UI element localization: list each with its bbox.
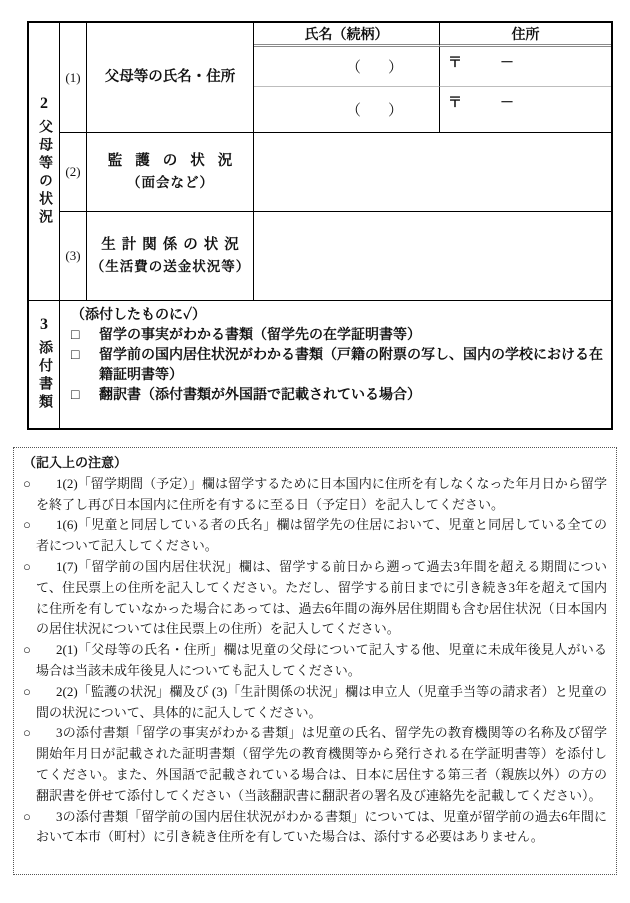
row1-title-cell	[87, 23, 254, 133]
section3-number: 3	[40, 316, 48, 333]
note-text: 1(7)「留学前の国内居住状況」欄は、留学する前日から遡って過去3年間を超える期間について、住民票上の住所を記入してください。ただし、留学する前日までに引き続き3年を超えて国内に住所を有していなかった場合にあっては、過去6年間の海外居住期間も含む居住状況（日本国内の居住状況については住民票上の住所）を記入してください。	[36, 558, 607, 637]
row3-title-cell	[87, 212, 254, 301]
note-text: 2(1)「父母等の氏名・住所」欄は児童の父母について記入する他、児童に未成年後見人がいる場合は当該未成年後見人についても記入してください。	[36, 642, 607, 678]
guardianship-status-field[interactable]	[254, 133, 611, 212]
relationship-parens: （ ）	[345, 60, 409, 76]
postal-dash: －	[500, 56, 514, 71]
row1-title: 父母等の氏名・住所	[104, 68, 236, 85]
circle-bullet-icon: ○	[23, 808, 31, 824]
postal-dash: －	[500, 96, 514, 111]
checkbox-icon[interactable]: □	[71, 388, 80, 403]
note-item-7	[23, 807, 607, 849]
checklist-intro: （添付したものに✓）	[71, 308, 207, 323]
note-text: 2(2)「監護の状況」欄及び (3)「生計関係の状況」欄は申立人（児童手当等の請求者）と児童の間の状況について、具体的に記入してください。	[36, 683, 607, 720]
circle-bullet-icon: ○	[23, 558, 31, 574]
column-header-name: 氏名（続柄）	[254, 23, 440, 47]
section3-title-vertical: 添付書類	[37, 340, 52, 412]
note-item-5	[23, 682, 607, 724]
filling-notes-box	[13, 447, 617, 875]
circle-bullet-icon: ○	[23, 642, 31, 658]
checkbox-item-study-proof[interactable]	[71, 326, 603, 346]
section2-title-vertical: 父母等の状況	[37, 119, 52, 227]
row2-subtitle: （面会など）	[127, 175, 214, 191]
circle-bullet-icon: ○	[23, 517, 31, 533]
circle-bullet-icon: ○	[23, 475, 31, 491]
note-item-1	[23, 474, 607, 516]
parent1-address-field[interactable]	[440, 47, 611, 87]
row3-title: 生計関係の状況	[101, 236, 245, 253]
notes-title: （記入上の注意）	[23, 455, 128, 470]
section2-row-label	[29, 23, 60, 301]
checkbox-label: 留学の事実がわかる書類（留学先の在学証明書等）	[99, 328, 421, 343]
circle-bullet-icon: ○	[23, 683, 31, 699]
note-text: 3の添付書類「留学前の国内居住状況がわかる書類」については、児童が留学前の過去6年間において本市（町村）に引き続き住所を有していた場合は、添付する必要はありません。	[36, 808, 607, 845]
row1-index: (1)	[60, 23, 87, 133]
row2-title: 監護の状況	[107, 152, 246, 169]
livelihood-status-field[interactable]	[254, 212, 611, 301]
checkbox-item-translation[interactable]	[71, 386, 603, 406]
attachments-checklist	[60, 301, 611, 428]
note-item-6	[23, 723, 607, 806]
note-item-2	[23, 515, 607, 557]
column-header-address: 住所	[440, 23, 611, 47]
parent2-name-field[interactable]	[254, 87, 440, 133]
row2-title-cell	[87, 133, 254, 212]
note-text: 3の添付書類「留学の事実がわかる書類」は児童の氏名、留学先の教育機関等の名称及び留学開始年月日が記載された証明書類（留学先の教育機関等から発行される在学証明書等）を添付してください。また、外国語で記載されている場合は、日本に居住する第三者（親族以外）の方の翻訳書を併せて添付してください（当該翻訳書に翻訳者の署名及び連絡先を記載してください）。	[36, 725, 607, 803]
parents-status-table	[27, 21, 613, 430]
row2-index: (2)	[60, 133, 87, 212]
note-text: 1(6)「児童と同居している者の氏名」欄は留学先の住居において、児童と同居している全ての者について記入してください。	[36, 517, 607, 554]
note-item-4	[23, 640, 607, 682]
checkbox-label: 翻訳書（添付書類が外国語で記載されている場合）	[99, 388, 421, 403]
checkbox-icon[interactable]: □	[71, 348, 80, 363]
postal-mark: 〒	[448, 56, 462, 71]
circle-bullet-icon: ○	[23, 725, 31, 741]
checkbox-icon[interactable]: □	[71, 328, 80, 343]
parent1-name-field[interactable]	[254, 47, 440, 87]
note-text: 1(2)「留学期間（予定）」欄は留学するために日本国内に住所を有しなくなった年月日から留学を終了し再び日本国内に住所を有するに至る日（予定日）を記入してください。	[36, 475, 607, 512]
postal-mark: 〒	[448, 96, 462, 111]
section3-row-label	[29, 301, 60, 428]
row3-index: (3)	[60, 212, 87, 301]
note-item-3	[23, 557, 607, 640]
checkbox-label: 留学前の国内居住状況がわかる書類（戸籍の附票の写し、国内の学校における在籍証明書等）	[99, 348, 603, 383]
section2-number: 2	[40, 95, 48, 112]
row3-subtitle: （生活費の送金状況等）	[90, 259, 251, 275]
checkbox-item-residence-proof[interactable]	[71, 346, 603, 386]
relationship-parens: （ ）	[345, 103, 409, 119]
parent2-address-field[interactable]	[440, 87, 611, 133]
